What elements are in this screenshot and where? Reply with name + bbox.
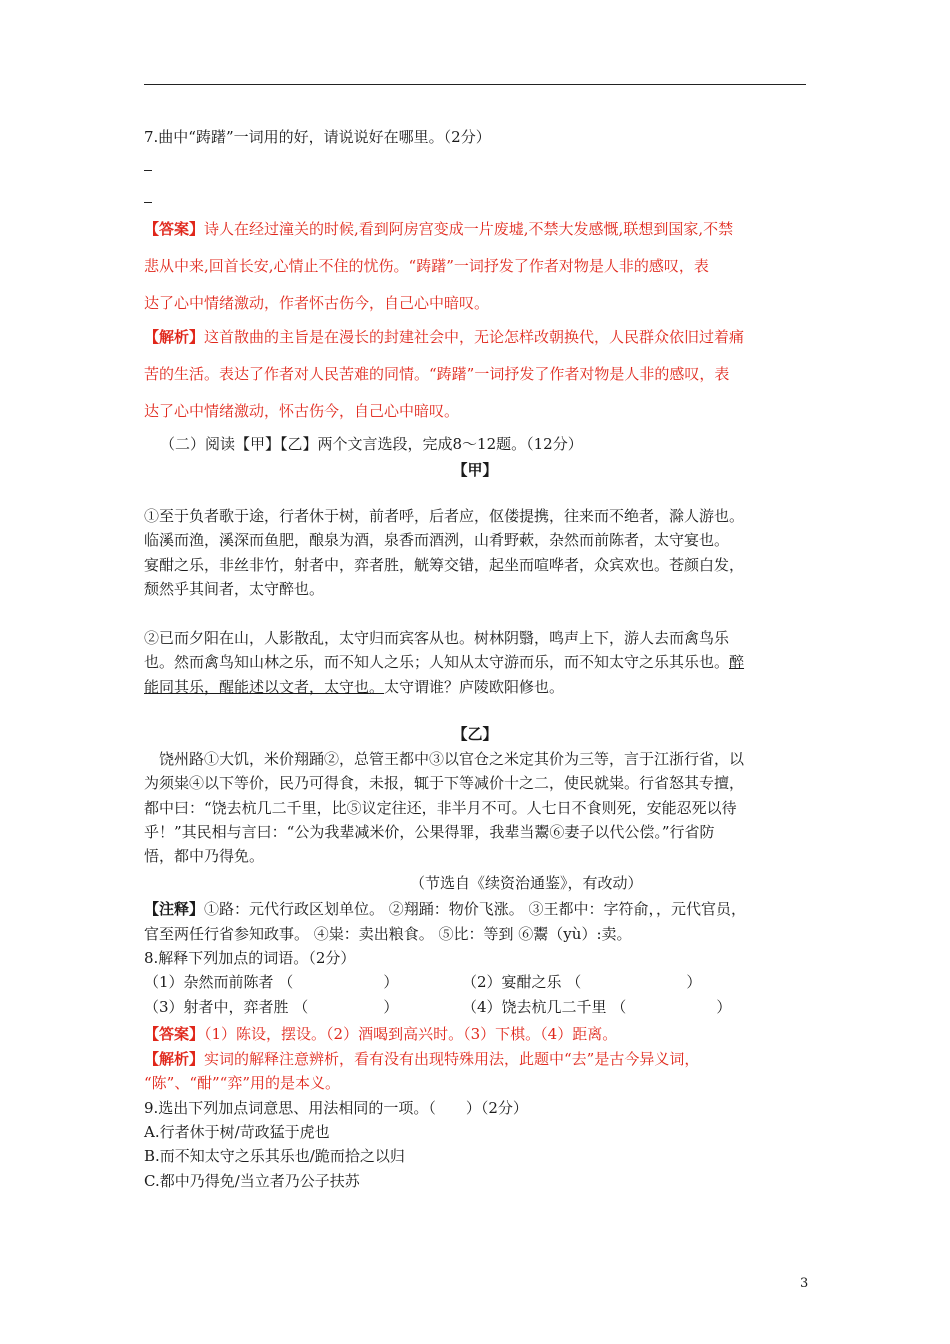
yi-title: 【乙】: [452, 725, 498, 743]
jia-p2-line-2: 也。然而禽鸟知山林之乐，而不知人之乐；人知从太守游而乐，而不知太守之乐其乐也。醉: [144, 653, 745, 671]
page-number: 3: [800, 1276, 809, 1291]
notes-line-1: 【注释】①路：元代行政区划单位。 ②翔踊：物价飞涨。 ③王都中：字符俞，，元代官员，: [144, 900, 747, 918]
answer-blank-line: [144, 202, 152, 203]
jia-p1-line-1: ①至于负者歌于途，行者休于树，前者呼，后者应，伛偻提携，往来而不绝者，滁人游也。: [144, 507, 745, 525]
q9-question: 9.选出下列加点词意思、用法相同的一项。（ ）（2分）: [144, 1099, 528, 1117]
q9-option-b: B.而不知太守之乐其乐也/跪而拾之以归: [144, 1147, 405, 1165]
q9-option-c: C.都中乃得免/当立者乃公子扶苏: [144, 1172, 360, 1190]
analysis-tag: 【解析】: [144, 1050, 205, 1068]
underlined-sentence: 能同其乐，醒能述以文者，太守也。: [144, 678, 385, 696]
q8-answer: 【答案】（1）陈设，摆设。（2）酒喝到高兴时。（3）下棋。（4）距离。: [144, 1025, 618, 1043]
notes-tag: 【注释】: [144, 900, 205, 918]
q9-option-a: A.行者休于树/苛政猛于虎也: [144, 1123, 330, 1141]
source-citation: （节选自《续资治通鉴》，有改动）: [410, 874, 643, 892]
answer-blank-line: [144, 170, 152, 171]
q7-answer-line-1: 【答案】诗人在经过潼关的时候,看到阿房宫变成一片废墟,不禁大发感慨,联想到国家,不禁: [144, 220, 734, 238]
q8-item-1: （1）杂然而前陈者 （ ）: [144, 973, 399, 991]
jia-p2-line-3: 能同其乐，醒能述以文者，太守也。太守谓谁？庐陵欧阳修也。: [144, 678, 565, 696]
q8-item-3: （3）射者中，弈者胜 （ ）: [144, 998, 399, 1016]
q8-item-4: （4）饶去杭几二千里 （ ）: [462, 998, 732, 1016]
answer-tag: 【答案】: [144, 1025, 205, 1043]
q7-analysis-line-1: 【解析】这首散曲的主旨是在漫长的封建社会中，无论怎样改朝换代，人民群众依旧过着痛: [144, 328, 745, 346]
q7-question: 7.曲中“踌躇”一词用的好，请说说好在哪里。（2分）: [144, 128, 491, 146]
jia-p1-line-4: 颓然乎其间者，太守醉也。: [144, 580, 325, 598]
yi-line-2: 为须粜④以下等价，民乃可得食，未报，辄于下等减价十之二，使民就粜。行省怒其专擅，: [144, 774, 745, 792]
notes-line-2: 官至两任行省参知政事。 ④粜：卖出粮食。 ⑤比：等到 ⑥鬻（yù）:卖。: [144, 925, 632, 943]
header-rule: [144, 84, 806, 85]
section2-intro: （二）阅读【甲】【乙】两个文言选段，完成8～12题。（12分）: [160, 435, 583, 453]
yi-line-1: 饶州路①大饥，米价翔踊②，总管王都中③以官仓之米定其价为三等，言于江浙行省，以: [144, 750, 745, 768]
answer-tag: 【答案】: [144, 220, 205, 238]
q7-analysis-line-3: 达了心中情绪激动，怀古伤今，自己心中暗叹。: [144, 402, 460, 420]
q8-analysis-line-1: 【解析】实词的解释注意辨析，看有没有出现特殊用法，此题中“去”是古今异义词，: [144, 1050, 700, 1068]
q8-analysis-line-2: “陈”、“酣”“弈”用的是本义。: [144, 1074, 341, 1092]
q8-item-2: （2）宴酣之乐 （ ）: [462, 973, 702, 991]
jia-p1-line-2: 临溪而渔，溪深而鱼肥，酿泉为酒，泉香而酒洌，山肴野蔌，杂然而前陈者，太守宴也。: [144, 531, 730, 549]
q7-answer-line-2: 悲从中来,回首长安,心情止不住的忧伤。“踌躇”一词抒发了作者对物是人非的感叹，表: [144, 257, 709, 275]
yi-line-3: 都中曰：“饶去杭几二千里，比⑤议定往还，非半月不可。人七日不食则死，安能忍死以待: [144, 799, 737, 817]
q7-analysis-line-2: 苦的生活。表达了作者对人民苦难的同情。“踌躇”一词抒发了作者对物是人非的感叹，表: [144, 365, 730, 383]
underlined-char: 醉: [729, 653, 745, 671]
q7-answer-line-3: 达了心中情绪激动，作者怀古伤今，自己心中暗叹。: [144, 294, 490, 312]
yi-line-4: 乎！”其民相与言曰：“公为我辈减米价，公果得罪，我辈当鬻⑥妻子以代公偿。”行省防: [144, 823, 715, 841]
q8-question: 8.解释下列加点的词语。（2分）: [144, 949, 356, 967]
jia-title: 【甲】: [452, 461, 498, 479]
jia-p2-line-1: ②已而夕阳在山，人影散乱，太守归而宾客从也。树林阴翳，鸣声上下，游人去而禽鸟乐: [144, 629, 730, 647]
analysis-tag: 【解析】: [144, 328, 205, 346]
yi-line-5: 悟，都中乃得免。: [144, 847, 265, 865]
jia-p1-line-3: 宴酣之乐，非丝非竹，射者中，弈者胜，觥筹交错，起坐而喧哗者，众宾欢也。苍颜白发，: [144, 556, 745, 574]
